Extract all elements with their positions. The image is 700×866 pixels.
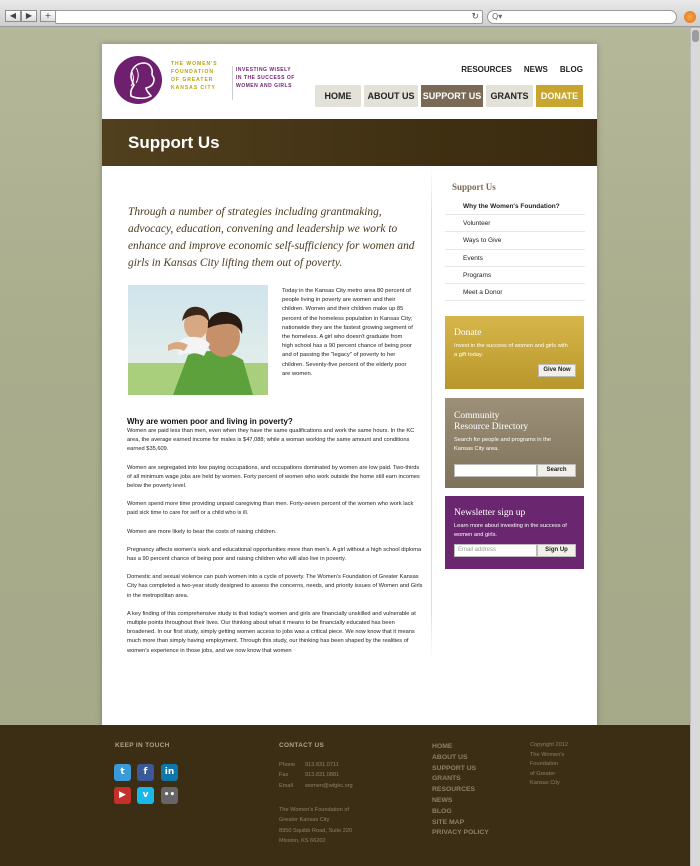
copyright-text <box>530 741 568 789</box>
phone-number: 913.831.0711 <box>305 762 339 768</box>
mother-daughter-photo <box>128 285 268 395</box>
sidebar-item-why-foundation[interactable]: Why the Women's Foundation? <box>445 198 585 215</box>
article-paragraph: Domestic and sexual violence can push women into a cycle of poverty. The Women's Foundation of Greater Kansas City has completed a two-year study designed to assess the concerns, needs, and priority issues of Women and Girls in the metropolitan area. <box>127 574 423 599</box>
org-name <box>171 60 218 92</box>
fax-label: Fax <box>279 772 289 779</box>
copyright-line: of Greater <box>530 770 556 777</box>
mailing-address <box>279 805 352 847</box>
email-link[interactable]: women@wfgkc.org <box>305 782 353 789</box>
nav-link-blog[interactable]: BLOG <box>559 65 583 74</box>
newsletter-signup-button[interactable]: Sign Up <box>537 544 576 557</box>
footer-link-support[interactable]: SUPPORT US <box>432 764 477 772</box>
scrollbar-thumb[interactable] <box>692 30 699 42</box>
linkedin-icon[interactable]: in <box>161 764 178 781</box>
utility-nav <box>461 65 583 74</box>
footer-link-blog[interactable]: BLOG <box>432 807 452 815</box>
donate-box-text: Invest in the success of women and girls with a gift today. <box>454 343 568 358</box>
sidebar-item-ways-to-give[interactable]: Ways to Give <box>445 232 585 249</box>
keep-in-touch-heading: KEEP IN TOUCH <box>115 742 170 749</box>
foundation-logo-icon[interactable] <box>114 56 162 104</box>
newsletter-box-title: Newsletter sign up <box>454 508 526 518</box>
article-paragraph: Women are segregated into low paying occupations, and occupations dominated by women are low paid. Two-thirds of all minimum wage jobs are held by women. Forty percent of women who work outside the home still earn incomes below the poverty level. <box>127 464 420 490</box>
org-name-line: KANSAS CITY <box>171 85 216 91</box>
tagline-line: WOMEN AND GIRLS <box>236 83 292 89</box>
contact-values <box>305 760 353 791</box>
tagline-line: INVESTING WISELY <box>236 67 292 73</box>
article-paragraph: Pregnancy affects women's work and educational opportunities more than men's. A girl without a high school diploma has a 90 percent chance of being poor and raising children who will also live in poverty. <box>127 546 422 563</box>
footer-link-news[interactable]: NEWS <box>432 796 453 804</box>
community-box-title <box>454 411 584 433</box>
community-title-line: Community <box>454 411 500 421</box>
copyright-line: Foundation <box>530 761 558 768</box>
twitter-icon[interactable]: t <box>114 764 131 781</box>
column-divider <box>431 166 432 660</box>
nav-tab-about[interactable]: ABOUT US <box>364 85 418 107</box>
footer-links <box>432 742 489 839</box>
poverty-statistics-text: Today in the Kansas City metro area 80 percent of people living in poverty are women and their children. Women and their children make up 85 percent of the homeless population in Kansas City; nationwide they are the fastest growing segment of the homeless. A girl who doesn't graduate from high school has a 90 percent chance of being poor and of passing the "legacy" of poverty to her children. Seventy-five percent of the elderly poor are women. <box>282 288 413 377</box>
community-box-text: Search for people and programs in the Kansas City area. <box>454 437 552 452</box>
sidebar-nav <box>445 182 585 301</box>
nav-link-resources[interactable]: RESOURCES <box>461 65 512 74</box>
newsletter-box-text: Learn more about investing in the success of women and girls. <box>454 523 567 538</box>
sidebar-item-events[interactable]: Events <box>445 250 585 267</box>
community-directory-box <box>445 398 584 488</box>
article-body <box>127 417 423 665</box>
forward-arrow-icon[interactable]: ▶ <box>21 10 37 22</box>
phone-label: Phone <box>279 762 296 768</box>
footer-link-grants[interactable]: GRANTS <box>432 775 461 783</box>
org-tagline <box>232 66 295 100</box>
browser-search-input[interactable]: Q▾ <box>487 10 677 24</box>
youtube-icon[interactable]: ▶ <box>114 787 131 804</box>
nav-tab-grants[interactable]: GRANTS <box>486 85 533 107</box>
newsletter-box <box>445 496 584 569</box>
facebook-icon[interactable]: f <box>137 764 154 781</box>
copyright-line: Copyright 2012 <box>530 742 568 748</box>
donate-box-title: Donate <box>454 328 482 338</box>
contact-labels <box>279 760 295 791</box>
nav-tab-home[interactable]: HOME <box>315 85 361 107</box>
page-banner <box>102 119 597 166</box>
fax-number: 913.831.0881 <box>305 772 340 779</box>
org-name-line: OF GREATER <box>171 77 214 83</box>
intro-text: Through a number of strategies including grantmaking, advocacy, education, convening and leadership we work to enhance and improve economic self-sufficiency for women and girls in Kansas City lifting them out of poverty. <box>128 206 415 269</box>
sidebar-item-volunteer[interactable]: Volunteer <box>445 215 585 232</box>
org-name-line: FOUNDATION <box>171 69 214 75</box>
org-name-line: THE WOMEN'S <box>171 61 218 67</box>
address-line: Greater Kansas City <box>279 817 330 824</box>
browser-toolbar <box>0 0 700 27</box>
donate-box <box>445 316 584 389</box>
plus-icon[interactable]: + <box>40 10 56 22</box>
page-title: Support Us <box>128 133 220 152</box>
sidebar-item-programs[interactable]: Programs <box>445 267 585 284</box>
address-line: The Women's Foundation of <box>279 807 349 813</box>
footer-link-privacy[interactable]: PRIVACY POLICY <box>432 829 489 837</box>
address-bar[interactable] <box>55 10 483 24</box>
address-line: Mission, KS 66202 <box>279 838 326 845</box>
article-paragraph: Women are more likely to bear the costs of raising children. <box>127 528 277 535</box>
contact-heading: CONTACT US <box>279 742 325 749</box>
footer-link-about[interactable]: ABOUT US <box>432 753 468 761</box>
section-heading: Why are women poor and living in poverty? <box>127 417 293 426</box>
reload-icon[interactable]: ↻ <box>471 12 479 22</box>
browser-logo-icon <box>684 11 696 23</box>
nav-link-news[interactable]: NEWS <box>523 65 548 74</box>
sidebar-item-meet-donor[interactable]: Meet a Donor <box>445 284 585 301</box>
sidebar-title[interactable]: Support Us <box>452 182 496 192</box>
email-label: Email <box>279 782 293 789</box>
flickr-icon[interactable]: •• <box>161 787 178 804</box>
vimeo-icon[interactable]: v <box>137 787 154 804</box>
nav-tab-support[interactable]: SUPPORT US <box>421 85 483 107</box>
copyright-line: Kansas City <box>530 780 560 787</box>
article-paragraph: A key finding of this comprehensive study is that today's women and girls are financially unskilled and vulnerable at multiple points throughout their lives. Our thinking about what it means to be financially educated has been broadened. In our first study, simply getting women access to jobs was a critical piece. We now know that it means much more than simply having employment. Through this study, our thinking has been shaped by the realities of women's experience in those jobs, and we now know that women <box>127 610 416 654</box>
page-container <box>102 44 597 734</box>
directory-search-input[interactable] <box>454 464 537 477</box>
nav-tab-donate[interactable]: DONATE <box>536 85 583 107</box>
footer-link-resources[interactable]: RESOURCES <box>432 786 476 794</box>
address-line: 8950 Squibb Road, Suite 220 <box>279 827 353 834</box>
give-now-button[interactable]: Give Now <box>538 364 576 377</box>
scrollbar[interactable] <box>690 28 700 866</box>
copyright-line: The Women's <box>530 751 565 758</box>
community-title-line: Resource Directory <box>454 422 529 432</box>
directory-search-button[interactable]: Search <box>537 464 576 477</box>
footer-link-site-map[interactable]: SITE MAP <box>432 818 465 826</box>
back-arrow-icon[interactable]: ◀ <box>5 10 21 22</box>
main-nav <box>315 85 583 107</box>
article-paragraph: Women spend more time providing unpaid caregiving than men. Forty-seven percent of the women who work lack paid sick time to care for self or a child who is ill. <box>127 501 414 517</box>
footer-link-home[interactable]: HOME <box>432 743 453 750</box>
tagline-line: IN THE SUCCESS OF <box>236 75 295 81</box>
article-paragraph: Women are paid less than men, even when they have the same qualifications and work the same hours. In the KC area, the average earned income for males is $47,088; while a woman working the same amount and conditions earned $35,609. <box>127 428 415 453</box>
newsletter-email-input[interactable]: Email address <box>454 544 537 557</box>
